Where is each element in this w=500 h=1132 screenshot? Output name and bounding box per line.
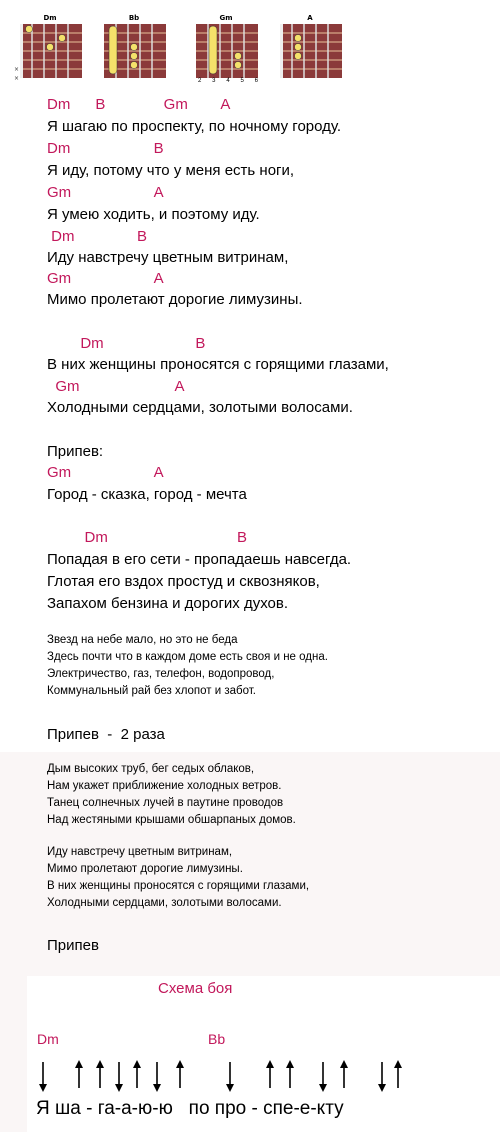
verse-line: Электричество, газ, телефон, водопровод, xyxy=(47,668,275,680)
lyric-line: Холодными сердцами, золотыми волосами. xyxy=(47,399,353,416)
svg-text:×: × xyxy=(14,66,20,73)
lyric-line: Глотая его вздох простуд и сквозняков, xyxy=(47,573,320,590)
verse-line: Мимо пролетают дорогие лимузины. xyxy=(47,863,243,875)
fretboard-dm xyxy=(14,20,86,84)
lyric-line: Мимо пролетают дорогие лимузины. xyxy=(47,291,303,308)
strum-scheme-title: Схема боя xyxy=(158,980,233,997)
verse-line: Холодными сердцами, золотыми волосами. xyxy=(47,897,282,909)
strum-chord-label: Bb xyxy=(208,1031,226,1047)
chord-line: Dm B Gm A xyxy=(47,96,231,113)
chord-diagram-name: Gm xyxy=(219,14,233,22)
arrow-down-icon xyxy=(115,1062,123,1092)
chord-diagram-name: A xyxy=(307,14,313,22)
verse-line: Иду навстречу цветным витринам, xyxy=(47,846,233,858)
svg-text:×: × xyxy=(14,75,20,82)
chord-line: Dm B xyxy=(47,140,164,157)
chord-line: Dm B xyxy=(47,529,248,546)
chorus-label: Припев: xyxy=(47,443,104,460)
fret-number: 4 xyxy=(226,78,230,84)
lyric-line: Я умею ходить, и поэтому иду. xyxy=(47,206,260,223)
arrow-down-icon xyxy=(153,1062,161,1092)
chord-line: Gm A xyxy=(47,378,185,395)
arrow-up-icon xyxy=(176,1060,184,1088)
chord-line: Dm B xyxy=(47,228,148,245)
arrow-up-icon xyxy=(286,1060,294,1088)
chord-line: Gm A xyxy=(47,270,164,287)
chord-line: Gm A xyxy=(47,464,164,481)
arrow-down-icon xyxy=(319,1062,327,1092)
chorus-twice-label: Припев - 2 раза xyxy=(47,726,165,743)
verse-line: В них женщины проносятся с горящими глазами, xyxy=(47,880,310,892)
arrow-up-icon xyxy=(96,1060,104,1088)
fret-number: 6 xyxy=(254,78,258,84)
strum-chord-label: Dm xyxy=(37,1031,59,1047)
arrow-up-icon xyxy=(133,1060,141,1088)
lyric-line: Город - сказка, город - мечта xyxy=(47,486,247,503)
chord-diagram-name: Bb xyxy=(128,14,140,22)
chord-line: Gm A xyxy=(47,184,164,201)
arrow-up-icon xyxy=(266,1060,274,1088)
verse-line: Коммунальный рай без хлопот и забот. xyxy=(47,685,256,697)
verse-line: Танец солнечных лучей в паутине проводов xyxy=(47,797,284,809)
strum-arrows xyxy=(0,1058,500,1098)
arrow-down-icon xyxy=(226,1062,234,1092)
fretboard-bb xyxy=(98,20,170,84)
fret-number: 5 xyxy=(240,78,244,84)
verse-line: Нам укажет приближение холодных ветров. xyxy=(47,780,282,792)
lyric-line: Я шагаю по проспекту, по ночному городу. xyxy=(47,118,342,135)
fret-numbers xyxy=(198,78,258,84)
verse-line: Звезд на небе мало, но это не беда xyxy=(47,634,238,646)
arrow-up-icon xyxy=(75,1060,83,1088)
chord-diagrams xyxy=(0,0,500,90)
arrow-up-icon xyxy=(340,1060,348,1088)
lyric-line: Иду навстречу цветным витринам, xyxy=(47,249,289,266)
strum-syllables: Я ша - га-а-ю-ю по про - спе-е-кту xyxy=(36,1098,344,1119)
lyric-line: Попадая в его сети - пропадаешь навсегда. xyxy=(47,551,352,568)
chord-line: Dm B xyxy=(47,335,206,352)
verse-line: Дым высоких труб, бег седых облаков, xyxy=(47,763,255,775)
fretboard-gm xyxy=(190,20,262,84)
lyric-line: Запахом бензина и дорогих духов. xyxy=(47,595,289,612)
lyric-line: Я иду, потому что у меня есть ноги, xyxy=(47,162,295,179)
arrow-up-icon xyxy=(394,1060,402,1088)
fret-number: 2 xyxy=(198,78,202,84)
chord-diagram-name: Dm xyxy=(43,14,57,22)
lyric-line: В них женщины проносятся с горящими глазами, xyxy=(47,356,389,373)
verse-line: Над жестяными крышами обшарпаных домов. xyxy=(47,814,296,826)
arrow-down-icon xyxy=(39,1062,47,1092)
fret-number: 3 xyxy=(212,78,216,84)
verse-line: Здесь почти что в каждом доме есть своя и не одна. xyxy=(47,651,328,663)
arrow-down-icon xyxy=(378,1062,386,1092)
chorus-final-label: Припев xyxy=(47,937,99,954)
fretboard-a xyxy=(274,20,346,84)
